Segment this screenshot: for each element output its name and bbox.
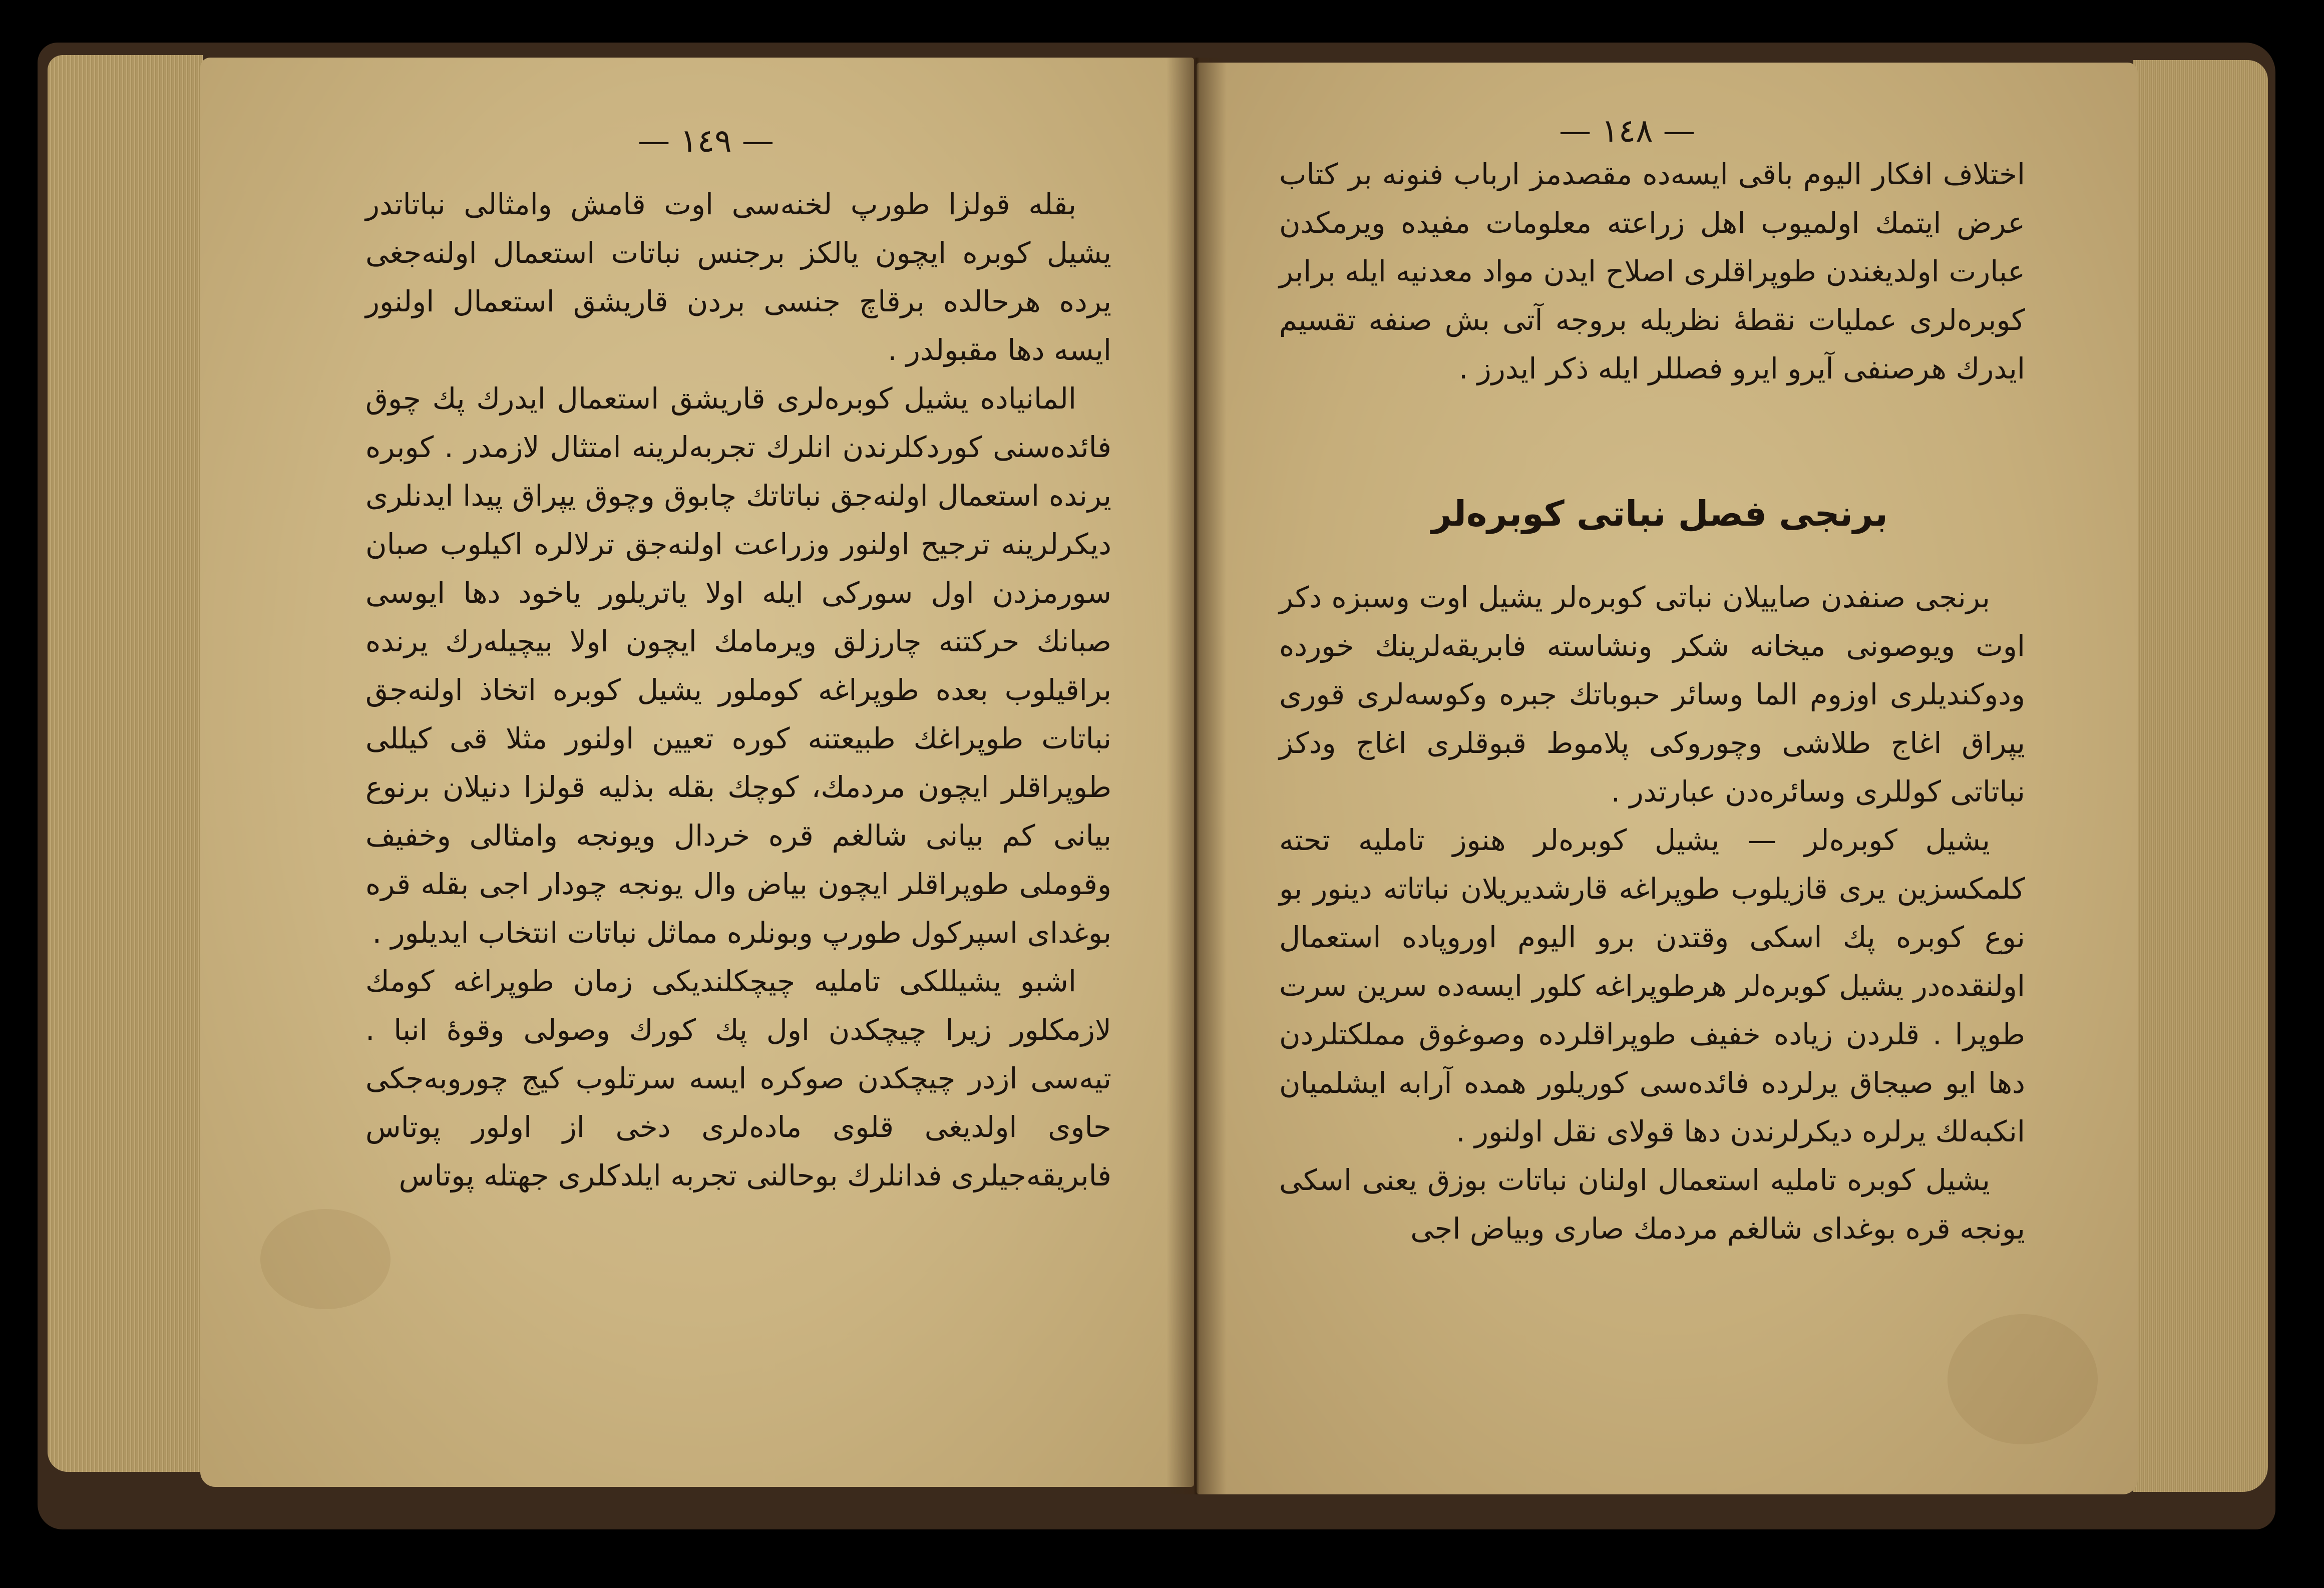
book-gutter bbox=[1167, 58, 1227, 1494]
page-edges-right bbox=[2133, 60, 2268, 1492]
left-page bbox=[200, 58, 1194, 1487]
right-page bbox=[1197, 63, 2138, 1494]
page-edges-left bbox=[48, 55, 203, 1472]
paragraph: اشبو یشیللکی تاملیه چیچکلندیکی زمان طوپراغه کومك لازمکلور زیرا چیچکدن اول پك کورك وصولی وقوهٔ انبا . تیه‌سی ازدر چیچکدن صوکره ایسه سرتلوب کیج چوروبه‌جکی حاوی اولدیغی قلوی ماده‌لری دخی از اولور پوتاس فابریقه‌جیلری فدانلرك بوحالنی تجربه ایلدکلری جهتله پوتاس bbox=[365, 964, 1111, 1193]
page-number-left: — ١٤٩ — bbox=[638, 123, 774, 160]
paper-stain bbox=[1948, 1314, 2098, 1444]
paragraph: یشیل کوبره تاملیه استعمال اولنان نباتات بوزق یعنی اسکی یونجه قره بوغدای شالغم مردمك صاری وبیاض اجی bbox=[1279, 1163, 2025, 1246]
paper-stain bbox=[260, 1209, 391, 1309]
right-page-body bbox=[1279, 573, 2025, 1253]
paragraph: المانیاده یشیل کوبره‌لری قاریشق استعمال ایدرك پك چوق فائده‌سنی کوردکلرندن انلرك تجربه‌لرینه امتثال لازمدر . کوبره یرنده استعمال اولنه‌جق نباتاتك چابوق وچوق یپراق پیدا ایدنلری دیکرلرینه ترجیح اولنور وزراعت اولنه‌جق ترلالره اکیلوب صبان سورمزدن اول سورکی ایله اولا یاتریلور یاخود دها ایوسی صبانك حرکتنه چارزلق ویرمامك ایچون اولا بیچیله‌رك یرنده براقیلوب بعده طوپراغه کوملور یشیل کوبره اتخاذ اولنه‌جق نباتات طوپراغك طبیعتنه کوره تعیین اولنور مثلا قی کیللی طوپراقلر ایچون مردمك، کوچك بقله بذلیه قولزا دنیلان برنوع بیانی کم بیانی شالغم قره خردال ویونجه وامثالی وخفیف وقوملی طوپراقلر ایچون بیاض وال یونجه چودار اجی بقله قره بوغدای اسپرکول طورپ وبونلره مماثل نباتات انتخاب ایدیلور . bbox=[365, 381, 1111, 950]
chapter-heading: برنجی فصل نباتی کوبره‌لر bbox=[1431, 493, 1888, 534]
right-page-intro bbox=[1279, 150, 2025, 393]
paragraph: برنجی صنفدن صاییلان نباتی کوبره‌لر یشیل اوت وسبزه دکر اوت ویوصونی میخانه شکر ونشاسته فابریقه‌لرینك خورده ودوکندیلری اوزوم الما وسائر حبوباتك جبره وکوسه‌لری قوری یپراق اغاج طلاشی وچوروکی پلاموط قبوقلری اغاج ودکز نباتاتی کوللری وسائره‌دن عبارتدر . bbox=[1279, 580, 2025, 809]
page-number-right: — ١٤٨ — bbox=[1559, 113, 1695, 150]
paragraph: اختلاف افکار الیوم باقی ایسه‌ده مقصدمز ارباب فنونه بر کتاب عرض ایتمك اولمیوب اهل زراعته معلومات مفیده ویرمکدن عبارت اولدیغندن طوپراقلری اصلاح ایدن مواد معدنیه ایله برابر کوبره‌لری عملیات نقطهٔ نظریله بروجه آتی بش صنفه تقسیم ایدرك هرصنفی آیرو ایرو فصللر ایله ذکر ایدرز . bbox=[1279, 157, 2025, 385]
left-page-body bbox=[365, 180, 1111, 1200]
paragraph: بقله قولزا طورپ لخنه‌سی اوت قامش وامثالی نباتاتدر یشیل کوبره ایچون یالکز برجنس نباتات استعمال اولنه‌جغی یرده هرحالده برقاچ جنسی بردن قاریشق استعمال اولنور ایسه دها مقبولدر . bbox=[365, 187, 1111, 367]
paragraph: یشیل کوبره‌لر — یشیل کوبره‌لر هنوز تاملیه تحته کلمکسزین یری قازیلوب طوپراغه قارشدیریلان نباتاته دینور بو نوع کوبره پك اسکی وقتدن برو الیوم اوروپاده استعمال اولنقده‌در یشیل کوبره‌لر هرطوپراغه کلور ایسه‌ده سرین سرت طوپرا . قلردن زیاده خفیف طوپراقلرده وصوغوق مملکتلردن دها ایو صیجاق یرلرده فائده‌سی کوریلور همده آرابه ایشلمیان انکبه‌لك یرلره دیکرلرندن دها قولای نقل اولنور . bbox=[1279, 823, 2025, 1148]
